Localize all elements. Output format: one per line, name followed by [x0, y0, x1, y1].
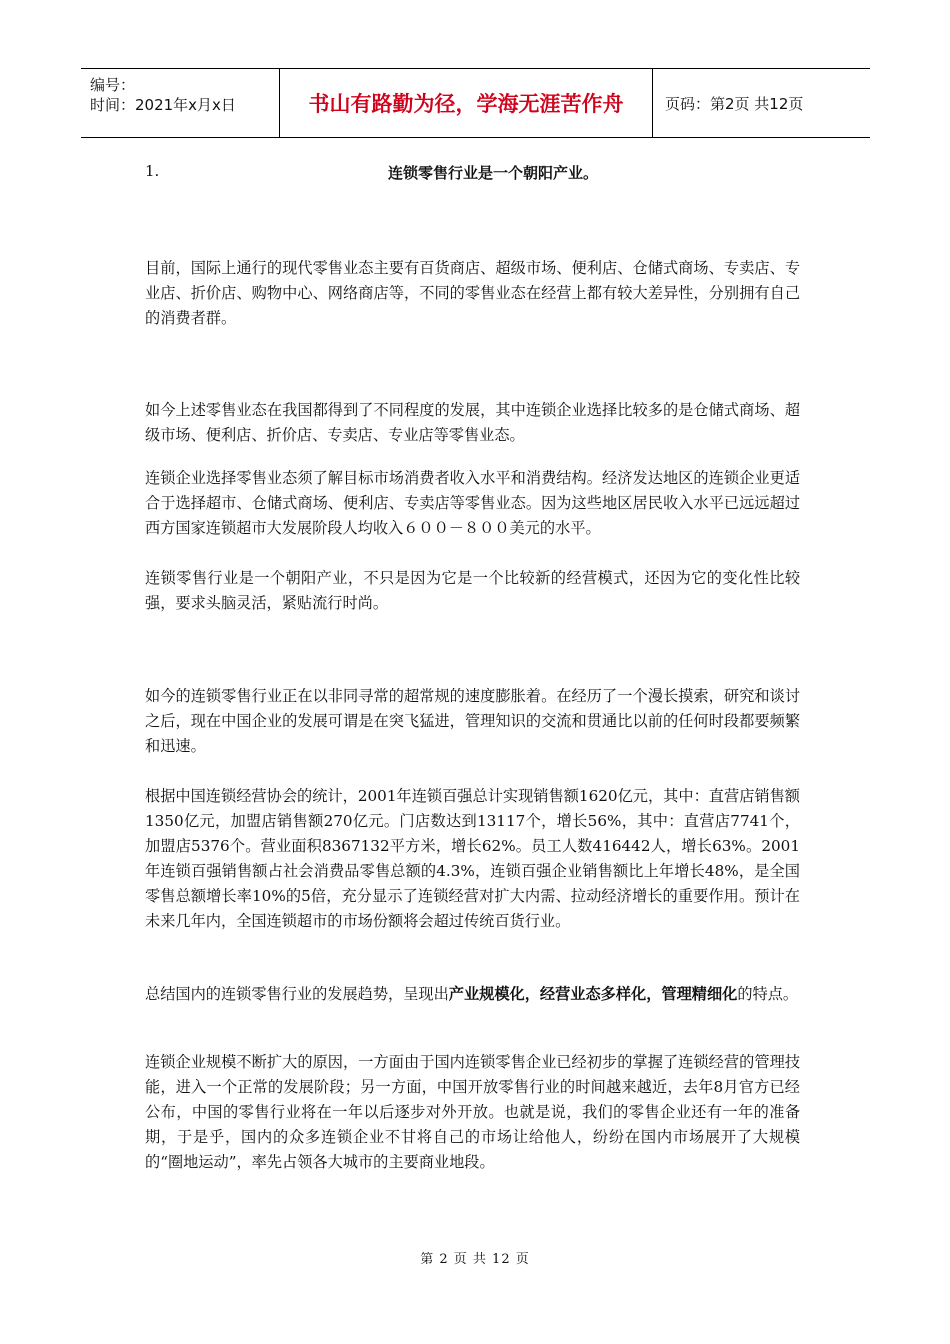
- paragraph-6: 根据中国连锁经营协会的统计，2001年连锁百强总计实现销售额1620亿元，其中：直营店销售额1350亿元，加盟店销售额270亿元。门店数达到13117个，增长56%，其中：直营店7741个，加盟店5376个。营业面积8367132平方米，增长62%。员工人数416442人，增长63%。2001年连锁百强销售额占社会消费品零售总额的4.3%，连锁百强企业销售额比上年增长48%，是全国零售总额增长率10%的5倍，充分显示了连锁经营对扩大内需、拉动经济增长的重要作用。预计在未来几年内，全国连锁超市的市场份额将会超过传统百货行业。: [145, 787, 800, 930]
- paragraph-2: 如今上述零售业态在我国都得到了不同程度的发展，其中连锁企业选择比较多的是仓储式商场、超级市场、便利店、折价店、专卖店、专业店等零售业态。: [145, 401, 800, 444]
- document-number-label: 编号：: [90, 76, 136, 94]
- page-header: [81, 68, 870, 138]
- summary-highlight: 产业规模化，经营业态多样化，管理精细化: [448, 985, 738, 1003]
- header-page-info: 页码：第2页 共12页: [665, 94, 804, 113]
- page-footer: 第 2 页 共 12 页: [420, 1252, 530, 1267]
- header-motto: 书山有路勤为径，学海无涯苦作舟: [279, 69, 653, 137]
- paragraph-1: 目前，国际上通行的现代零售业态主要有百货商店、超级市场、便利店、仓储式商场、专卖店、专业店、折价店、购物中心、网络商店等，不同的零售业态在经营上都有较大差异性，分别拥有自己的消费者群。: [145, 259, 800, 327]
- paragraph-3: 连锁企业选择零售业态须了解目标市场消费者收入水平和消费结构。经济发达地区的连锁企业更适合于选择超市、仓储式商场、便利店、专卖店等零售业态。因为这些地区居民收入水平已远远超过西方国家连锁超市大发展阶段人均收入６００－８００美元的水平。: [145, 469, 800, 537]
- header-meta: [81, 69, 279, 137]
- summary-prefix: 总结国内的连锁零售行业的发展趋势，呈现出: [145, 985, 449, 1003]
- section-title: 连锁零售行业是一个朝阳产业。: [388, 164, 599, 182]
- paragraph-4: 连锁零售行业是一个朝阳产业，不只是因为它是一个比较新的经营模式，还因为它的变化性比较强，要求头脑灵活，紧贴流行时尚。: [145, 569, 800, 612]
- summary-paragraph: [145, 982, 800, 1007]
- paragraph-last: 连锁企业规模不断扩大的原因，一方面由于国内连锁零售企业已经初步的掌握了连锁经营的管理技能，进入一个正常的发展阶段；另一方面，中国开放零售行业的时间越来越近，去年8月官方已经公布，中国的零售行业将在一年以后逐步对外开放。也就是说，我们的零售企业还有一年的准备期，于是乎，国内的众多连锁企业不甘将自己的市场让给他人，纷纷在国内市场展开了大规模的“圈地运动”，率先占领各大城市的主要商业地段。: [145, 1053, 800, 1171]
- paragraph-5: 如今的连锁零售行业正在以非同寻常的超常规的速度膨胀着。在经历了一个漫长摸索，研究和谈讨之后，现在中国企业的发展可谓是在突飞猛进，管理知识的交流和贯通比以前的任何时段都要频繁和迅速。: [145, 687, 800, 755]
- section-heading: [145, 162, 795, 184]
- section-number: 1.: [145, 162, 160, 180]
- summary-suffix: 的特点。: [737, 985, 799, 1003]
- document-date: 时间：2021年x月x日: [90, 96, 236, 114]
